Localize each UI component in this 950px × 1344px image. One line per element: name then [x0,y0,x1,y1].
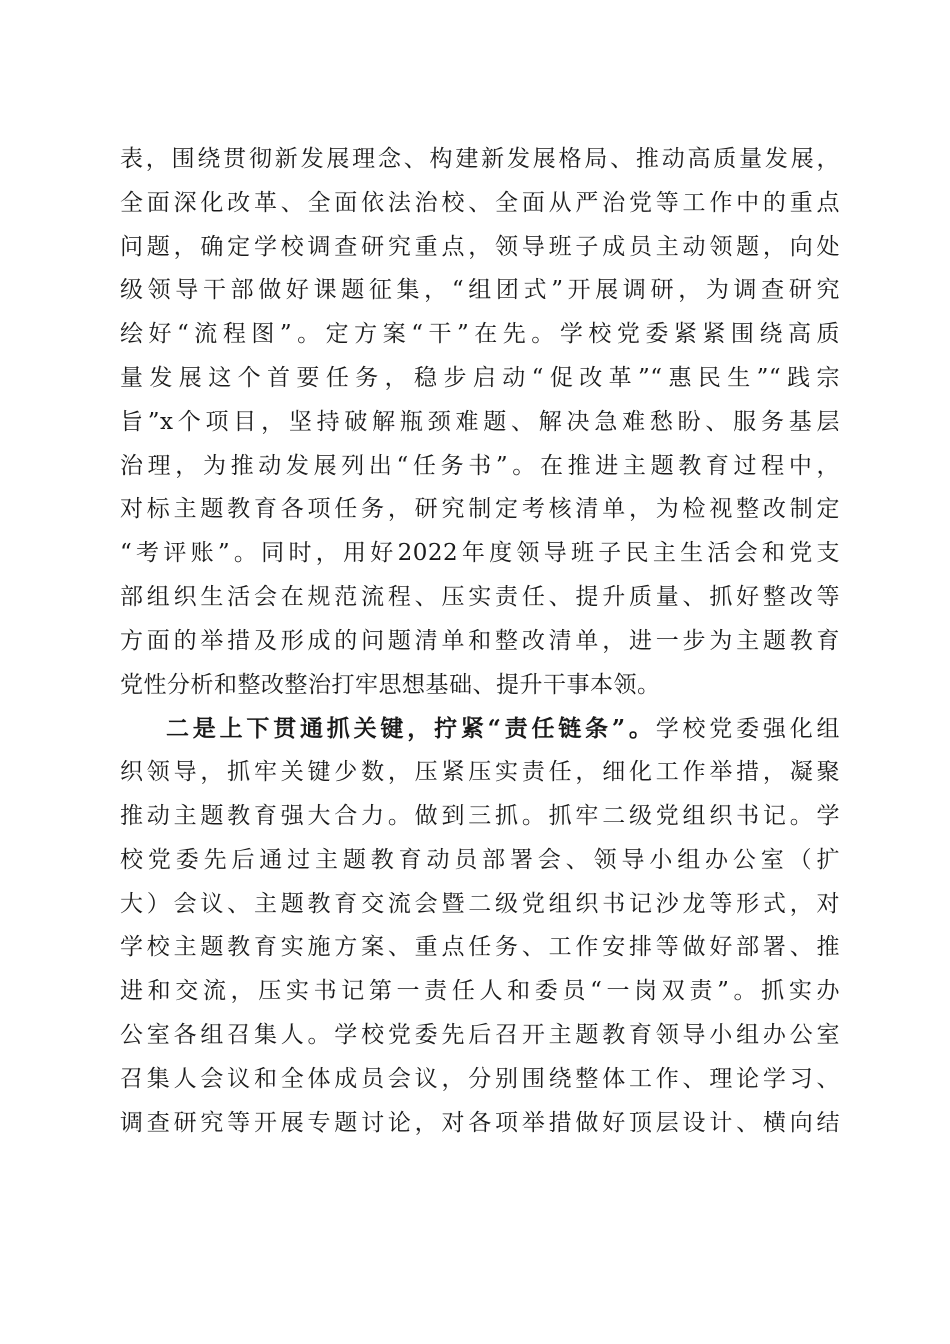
text-line: 对标主题教育各项任务，研究制定考核清单，为检视整改制定 [120,496,840,523]
text-line: 召集人会议和全体成员会议，分别围绕整体工作、理论学习、 [120,1065,840,1092]
text-line: 党性分析和整改整治打牢思想基础、提升干事本领。 [120,671,661,698]
document-body [120,138,840,1145]
text-line: 全面深化改革、全面依法治校、全面从严治党等工作中的重点 [120,189,840,216]
text-line: 表，围绕贯彻新发展理念、构建新发展格局、推动高质量发展， [120,146,840,172]
paragraph-1 [120,138,840,707]
text-line: 大）会议、主题教育交流会暨二级党组织书记沙龙等形式，对 [120,890,840,917]
text-line: 部组织生活会在规范流程、压实责任、提升质量、抓好整改等 [120,583,840,610]
text-line: 调查研究等开展专题讨论，对各项举措做好顶层设计、横向结 [120,1109,840,1136]
text-line: 级领导干部做好课题征集，“组团式”开展调研，为调查研究 [120,277,840,304]
text-line: 方面的举措及形成的问题清单和整改清单，进一步为主题教育 [120,627,840,654]
text-line-first [120,707,840,751]
text-line: 绘好“流程图”。定方案“干”在先。学校党委紧紧围绕高质 [120,321,840,348]
text-line: 量发展这个首要任务，稳步启动“促改革”“惠民生”“践宗 [120,364,840,391]
text-line: 旨”x个项目，坚持破解瓶颈难题、解决急难愁盼、服务基层 [120,408,840,435]
text-line: 校党委先后通过主题教育动员部署会、领导小组办公室（扩 [120,846,840,873]
heading-line-rest: 学校党委强化组 [655,716,840,743]
text-line: 治理，为推动发展列出“任务书”。在推进主题教育过程中， [120,452,840,479]
text-line: 织领导，抓牢关键少数，压紧压实责任，细化工作举措，凝聚 [120,759,840,786]
text-line: 推动主题教育强大合力。做到三抓。抓牢二级党组织书记。学 [120,802,840,829]
text-line: 问题，确定学校调查研究重点，领导班子成员主动领题，向处 [120,233,840,260]
text-line: 进和交流，压实书记第一责任人和委员“一岗双责”。抓实办 [120,978,840,1005]
text-line: “考评账”。同时，用好2022年度领导班子民主生活会和党支 [120,540,840,567]
paragraph-heading: 二是上下贯通抓关键，拧紧“责任链条”。 [166,715,656,743]
text-line: 学校主题教育实施方案、重点任务、工作安排等做好部署、推 [120,934,840,961]
text-line: 公室各组召集人。学校党委先后召开主题教育领导小组办公室 [120,1021,840,1048]
paragraph-2 [120,707,840,1145]
